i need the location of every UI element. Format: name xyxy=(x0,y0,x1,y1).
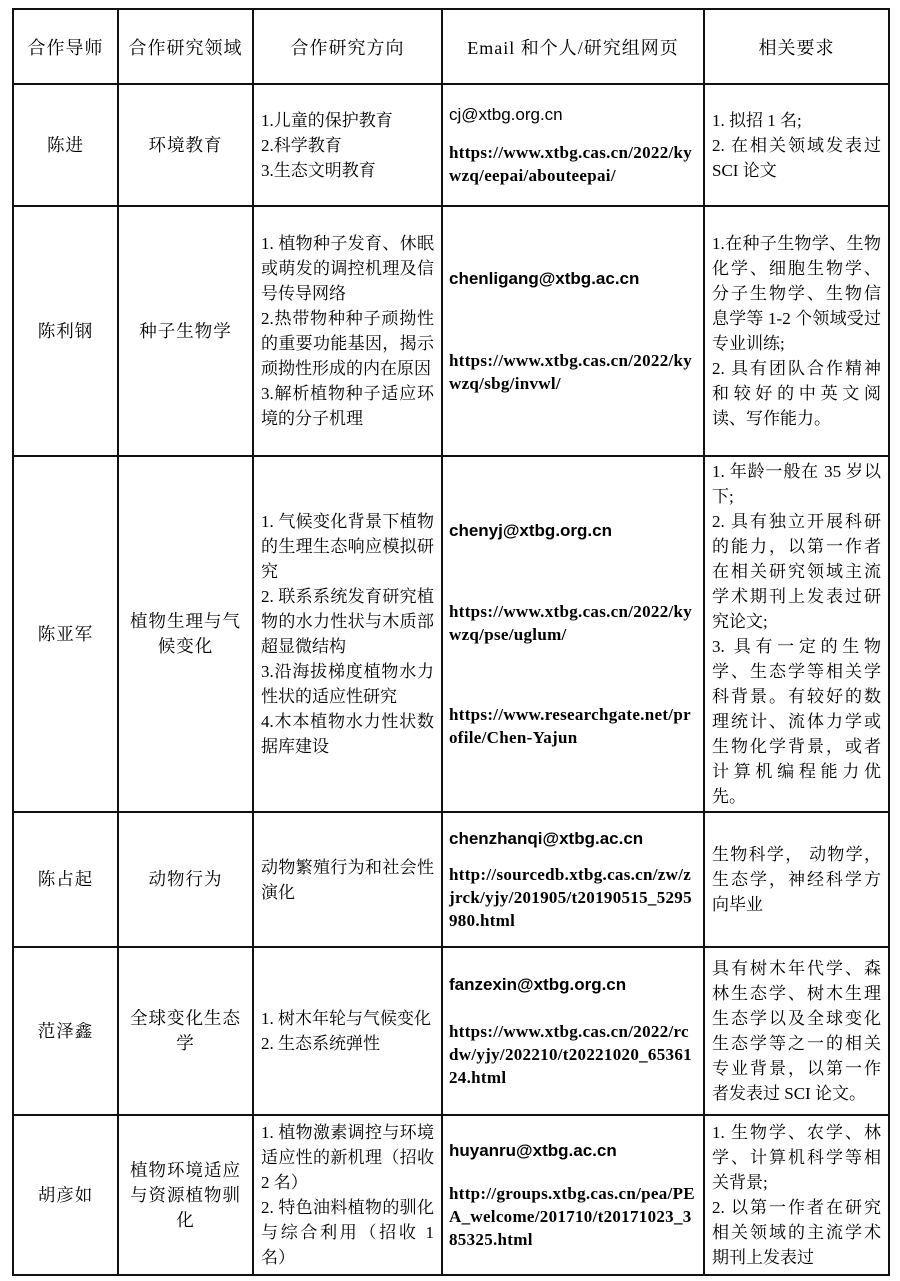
mentor-row xyxy=(13,1115,889,1275)
research-directions-cell xyxy=(253,84,442,206)
direction-item: 3.解析植物种子适应环境的分子机理 xyxy=(261,384,434,428)
research-directions-cell xyxy=(253,812,442,947)
webpage-url: https://www.xtbg.cas.cn/2022/kywzq/eepai/abouteepai/ xyxy=(449,143,693,186)
requirements-cell xyxy=(704,1115,889,1275)
column-header-3: Email 和个人/研究组网页 xyxy=(442,9,704,84)
webpage-url: https://www.xtbg.cas.cn/2022/kywzq/pse/uglum/ xyxy=(449,601,693,644)
direction-item: 3.沿海拔梯度植物水力性状的适应性研究 xyxy=(261,662,434,706)
requirement-item: 2. 具有独立开展科研的能力，以第一作者在相关研究领域主流学术期刊上发表过研究论文; xyxy=(712,512,881,631)
direction-item: 1.儿童的保护教育 xyxy=(261,110,393,130)
mentor-name: 陈亚军 xyxy=(13,456,118,812)
contact-cell xyxy=(442,1115,704,1275)
column-header-2: 合作研究方向 xyxy=(253,9,442,84)
email-address: huyanru@xtbg.ac.cn xyxy=(449,1140,617,1160)
column-header-1: 合作研究领域 xyxy=(118,9,253,84)
direction-item: 2. 联系系统发育研究植物的水力性状与木质部超显微结构 xyxy=(261,587,434,656)
requirement-item: 2. 在相关领域发表过 SCI 论文 xyxy=(712,135,881,180)
research-field: 动物行为 xyxy=(118,812,253,947)
contact-wrap xyxy=(449,1118,697,1272)
contact-wrap xyxy=(449,462,697,806)
requirements-cell xyxy=(704,84,889,206)
column-header-0: 合作导师 xyxy=(13,9,118,84)
requirement-item: 1. 拟招 1 名; xyxy=(712,110,802,130)
research-directions-cell xyxy=(253,947,442,1115)
research-directions-cell xyxy=(253,1115,442,1275)
direction-item: 2.热带物种种子顽拗性的重要功能基因，揭示顽拗性形成的内在原因 xyxy=(261,309,434,378)
email-address: chenyj@xtbg.org.cn xyxy=(449,521,612,541)
contact-wrap xyxy=(449,209,697,453)
direction-item: 1. 植物激素调控与环境适应性的新机理（招收 2 名） xyxy=(261,1123,434,1192)
contact-cell xyxy=(442,84,704,206)
direction-item: 2.科学教育 xyxy=(261,135,342,155)
contact-cell xyxy=(442,456,704,812)
research-field: 植物环境适应与资源植物驯化 xyxy=(118,1115,253,1275)
requirement-item: 具有树木年代学、森林生态学、树木生理生态学以及全球变化生态学等之一的相关专业背景，以第一作者发表过 SCI 论文。 xyxy=(712,959,881,1103)
requirements-cell xyxy=(704,947,889,1115)
requirements-cell xyxy=(704,812,889,947)
requirement-item: 生物科学， 动物学，生态学，神经科学方向毕业 xyxy=(712,845,881,914)
mentor-row xyxy=(13,947,889,1115)
direction-item: 2. 特色油料植物的驯化与综合利用（招收 1 名） xyxy=(261,1198,434,1267)
requirement-item: 2. 以第一作者在研究相关领域的主流学术期刊上发表过 xyxy=(712,1198,881,1267)
requirement-item: 2. 具有团队合作精神和较好的中英文阅读、写作能力。 xyxy=(712,359,881,428)
research-directions-cell xyxy=(253,456,442,812)
requirements-cell xyxy=(704,456,889,812)
research-directions-cell xyxy=(253,206,442,456)
webpage-url: https://www.xtbg.cas.cn/2022/rcdw/yjy/202210/t20221020_6536124.html xyxy=(449,1021,692,1087)
direction-item: 1. 气候变化背景下植物的生理生态响应模拟研究 xyxy=(261,512,434,581)
requirement-item: 1. 生物学、农学、林学、计算机科学等相关背景; xyxy=(712,1123,881,1192)
webpage-url: http://groups.xtbg.cas.cn/pea/PEA_welcome/201710/t20171023_385325.html xyxy=(449,1184,695,1250)
requirement-item: 1. 年龄一般在 35 岁以下; xyxy=(712,462,881,506)
requirement-item: 3. 具有一定的生物学、生态学等相关学科背景。有较好的数理统计、流体力学或生物化学背景，或者计算机编程能力优先。 xyxy=(712,637,881,806)
research-field: 全球变化生态学 xyxy=(118,947,253,1115)
contact-cell xyxy=(442,206,704,456)
mentor-row xyxy=(13,456,889,812)
email-address: fanzexin@xtbg.org.cn xyxy=(449,975,627,995)
mentor-row xyxy=(13,206,889,456)
direction-item: 2. 生态系统弹性 xyxy=(261,1034,380,1053)
mentor-name: 陈进 xyxy=(13,84,118,206)
contact-cell xyxy=(442,812,704,947)
contact-wrap xyxy=(449,950,697,1112)
header-row xyxy=(13,9,889,84)
email-address: cj@xtbg.org.cn xyxy=(449,104,563,124)
mentor-row xyxy=(13,812,889,947)
requirements-cell xyxy=(704,206,889,456)
webpage-url: http://sourcedb.xtbg.cas.cn/zw/zjrck/yjy/201905/t20190515_5295980.html xyxy=(449,864,692,930)
direction-item: 动物繁殖行为和社会性演化 xyxy=(261,857,434,902)
mentor-name: 范泽鑫 xyxy=(13,947,118,1115)
research-field: 植物生理与气候变化 xyxy=(118,456,253,812)
column-header-4: 相关要求 xyxy=(704,9,889,84)
webpage-url: https://www.researchgate.net/profile/Chen-Yajun xyxy=(449,704,691,747)
research-field: 环境教育 xyxy=(118,84,253,206)
direction-item: 1. 植物种子发育、休眠或萌发的调控机理及信号传导网络 xyxy=(261,234,434,303)
requirement-item: 1.在种子生物学、生物化学、细胞生物学、分子生物学、生物信息学等 1-2 个领域受过专业训练; xyxy=(712,234,881,353)
webpage-url: https://www.xtbg.cas.cn/2022/kywzq/sbg/invwl/ xyxy=(449,350,693,393)
email-address: chenligang@xtbg.ac.cn xyxy=(449,269,640,289)
contact-cell xyxy=(442,947,704,1115)
contact-wrap xyxy=(449,87,697,203)
mentor-name: 胡彦如 xyxy=(13,1115,118,1275)
contact-wrap xyxy=(449,815,697,945)
direction-item: 3.生态文明教育 xyxy=(261,160,376,180)
mentor-table xyxy=(12,8,890,1276)
mentor-name: 陈占起 xyxy=(13,812,118,947)
direction-item: 4.木本植物水力性状数据库建设 xyxy=(261,712,434,756)
email-address: chenzhanqi@xtbg.ac.cn xyxy=(449,829,644,849)
mentor-name: 陈利钢 xyxy=(13,206,118,456)
research-field: 种子生物学 xyxy=(118,206,253,456)
direction-item: 1. 树木年轮与气候变化 xyxy=(261,1009,431,1028)
mentor-row xyxy=(13,84,889,206)
